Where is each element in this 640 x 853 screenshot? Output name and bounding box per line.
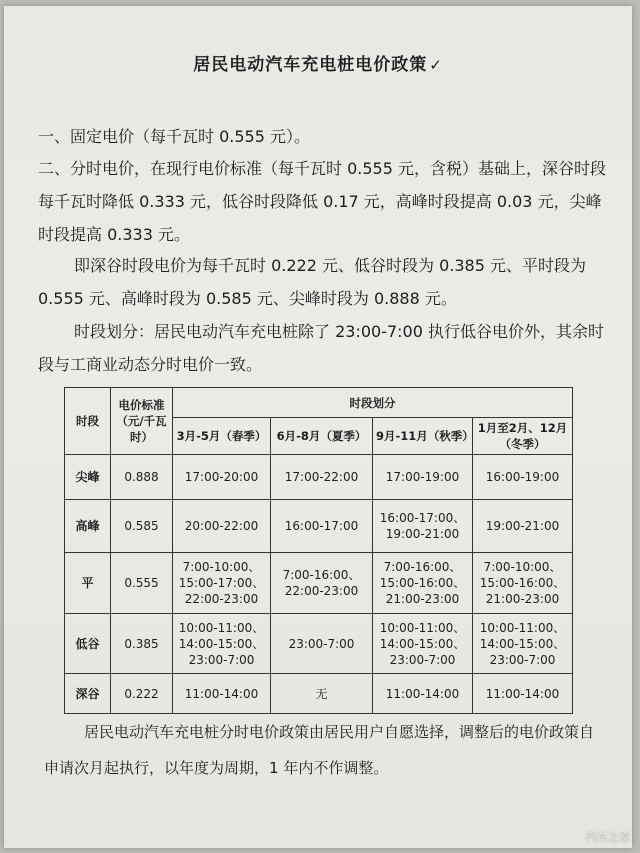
paragraph-period-division: 时段划分：居民电动汽车充电桩除了 23:00-7:00 执行低谷电价外，其余时段与工商业动态分时电价一致。 [38,322,604,374]
row-spring: 17:00-20:00 [173,455,271,500]
header-spring: 3月-5月（春季） [173,418,271,455]
header-price: 电价标准（元/千瓦时） [111,388,173,455]
row-period: 平 [65,553,111,614]
table-row [65,455,573,500]
row-autumn: 7:00-16:00、 15:00-16:00、 21:00-23:00 [373,553,473,614]
paragraph-fixed-price: 一、固定电价（每千瓦时 0.555 元）。 [38,127,310,146]
header-summer: 6月-8月（夏季） [271,418,373,455]
row-period: 尖峰 [65,455,111,500]
header-period: 时段 [65,388,111,455]
row-price: 0.555 [111,553,173,614]
row-summer: 17:00-22:00 [271,455,373,500]
row-winter: 19:00-21:00 [473,500,573,553]
row-autumn: 17:00-19:00 [373,455,473,500]
row-winter: 7:00-10:00、 15:00-16:00、 21:00-23:00 [473,553,573,614]
row-autumn: 16:00-17:00、 19:00-21:00 [373,500,473,553]
row-summer: 16:00-17:00 [271,500,373,553]
tariff-table [64,387,573,714]
table-row [65,674,573,714]
check-mark-icon: ✓ [429,56,443,74]
row-winter: 11:00-14:00 [473,674,573,714]
row-winter: 16:00-19:00 [473,455,573,500]
paragraph-note: 居民电动汽车充电桩分时电价政策由居民用户自愿选择，调整后的电价政策自申请次月起执行，以年度为周期，1 年内不作调整。 [44,723,595,777]
document-page [4,6,632,848]
row-spring: 20:00-22:00 [173,500,271,553]
row-autumn: 10:00-11:00、 14:00-15:00、 23:00-7:00 [373,614,473,674]
table-row [65,500,573,553]
row-price: 0.222 [111,674,173,714]
table-row [65,553,573,614]
header-autumn: 9月-11月（秋季） [373,418,473,455]
row-autumn: 11:00-14:00 [373,674,473,714]
row-period: 深谷 [65,674,111,714]
paragraph-tou-price: 二、分时电价，在现行电价标准（每千瓦时 0.555 元，含税）基础上，深谷时段每千瓦时降低 0.333 元，低谷时段降低 0.17 元，高峰时段提高 0.03 元，尖峰时段提高 0.333 元。 [38,159,606,244]
table-row [65,614,573,674]
paragraph-price-levels: 即深谷时段电价为每千瓦时 0.222 元、低谷时段为 0.385 元、平时段为 0.555 元、高峰时段为 0.585 元、尖峰时段为 0.888 元。 [38,256,586,308]
row-winter: 10:00-11:00、 14:00-15:00、 23:00-7:00 [473,614,573,674]
row-summer: 23:00-7:00 [271,614,373,674]
row-spring: 7:00-10:00、 15:00-17:00、 22:00-23:00 [173,553,271,614]
row-period: 高峰 [65,500,111,553]
row-price: 0.385 [111,614,173,674]
row-summer: 7:00-16:00、 22:00-23:00 [271,553,373,614]
row-spring: 11:00-14:00 [173,674,271,714]
row-price: 0.888 [111,455,173,500]
header-winter: 1月至2月、12月（冬季） [473,418,573,455]
row-period: 低谷 [65,614,111,674]
row-summer: 无 [271,674,373,714]
header-division: 时段划分 [173,388,573,418]
document-title [4,50,632,75]
row-spring: 10:00-11:00、 14:00-15:00、 23:00-7:00 [173,614,271,674]
title-text: 居民电动汽车充电桩电价政策 [193,55,428,75]
row-price: 0.585 [111,500,173,553]
watermark-logo: 汽车之家 [586,831,630,844]
